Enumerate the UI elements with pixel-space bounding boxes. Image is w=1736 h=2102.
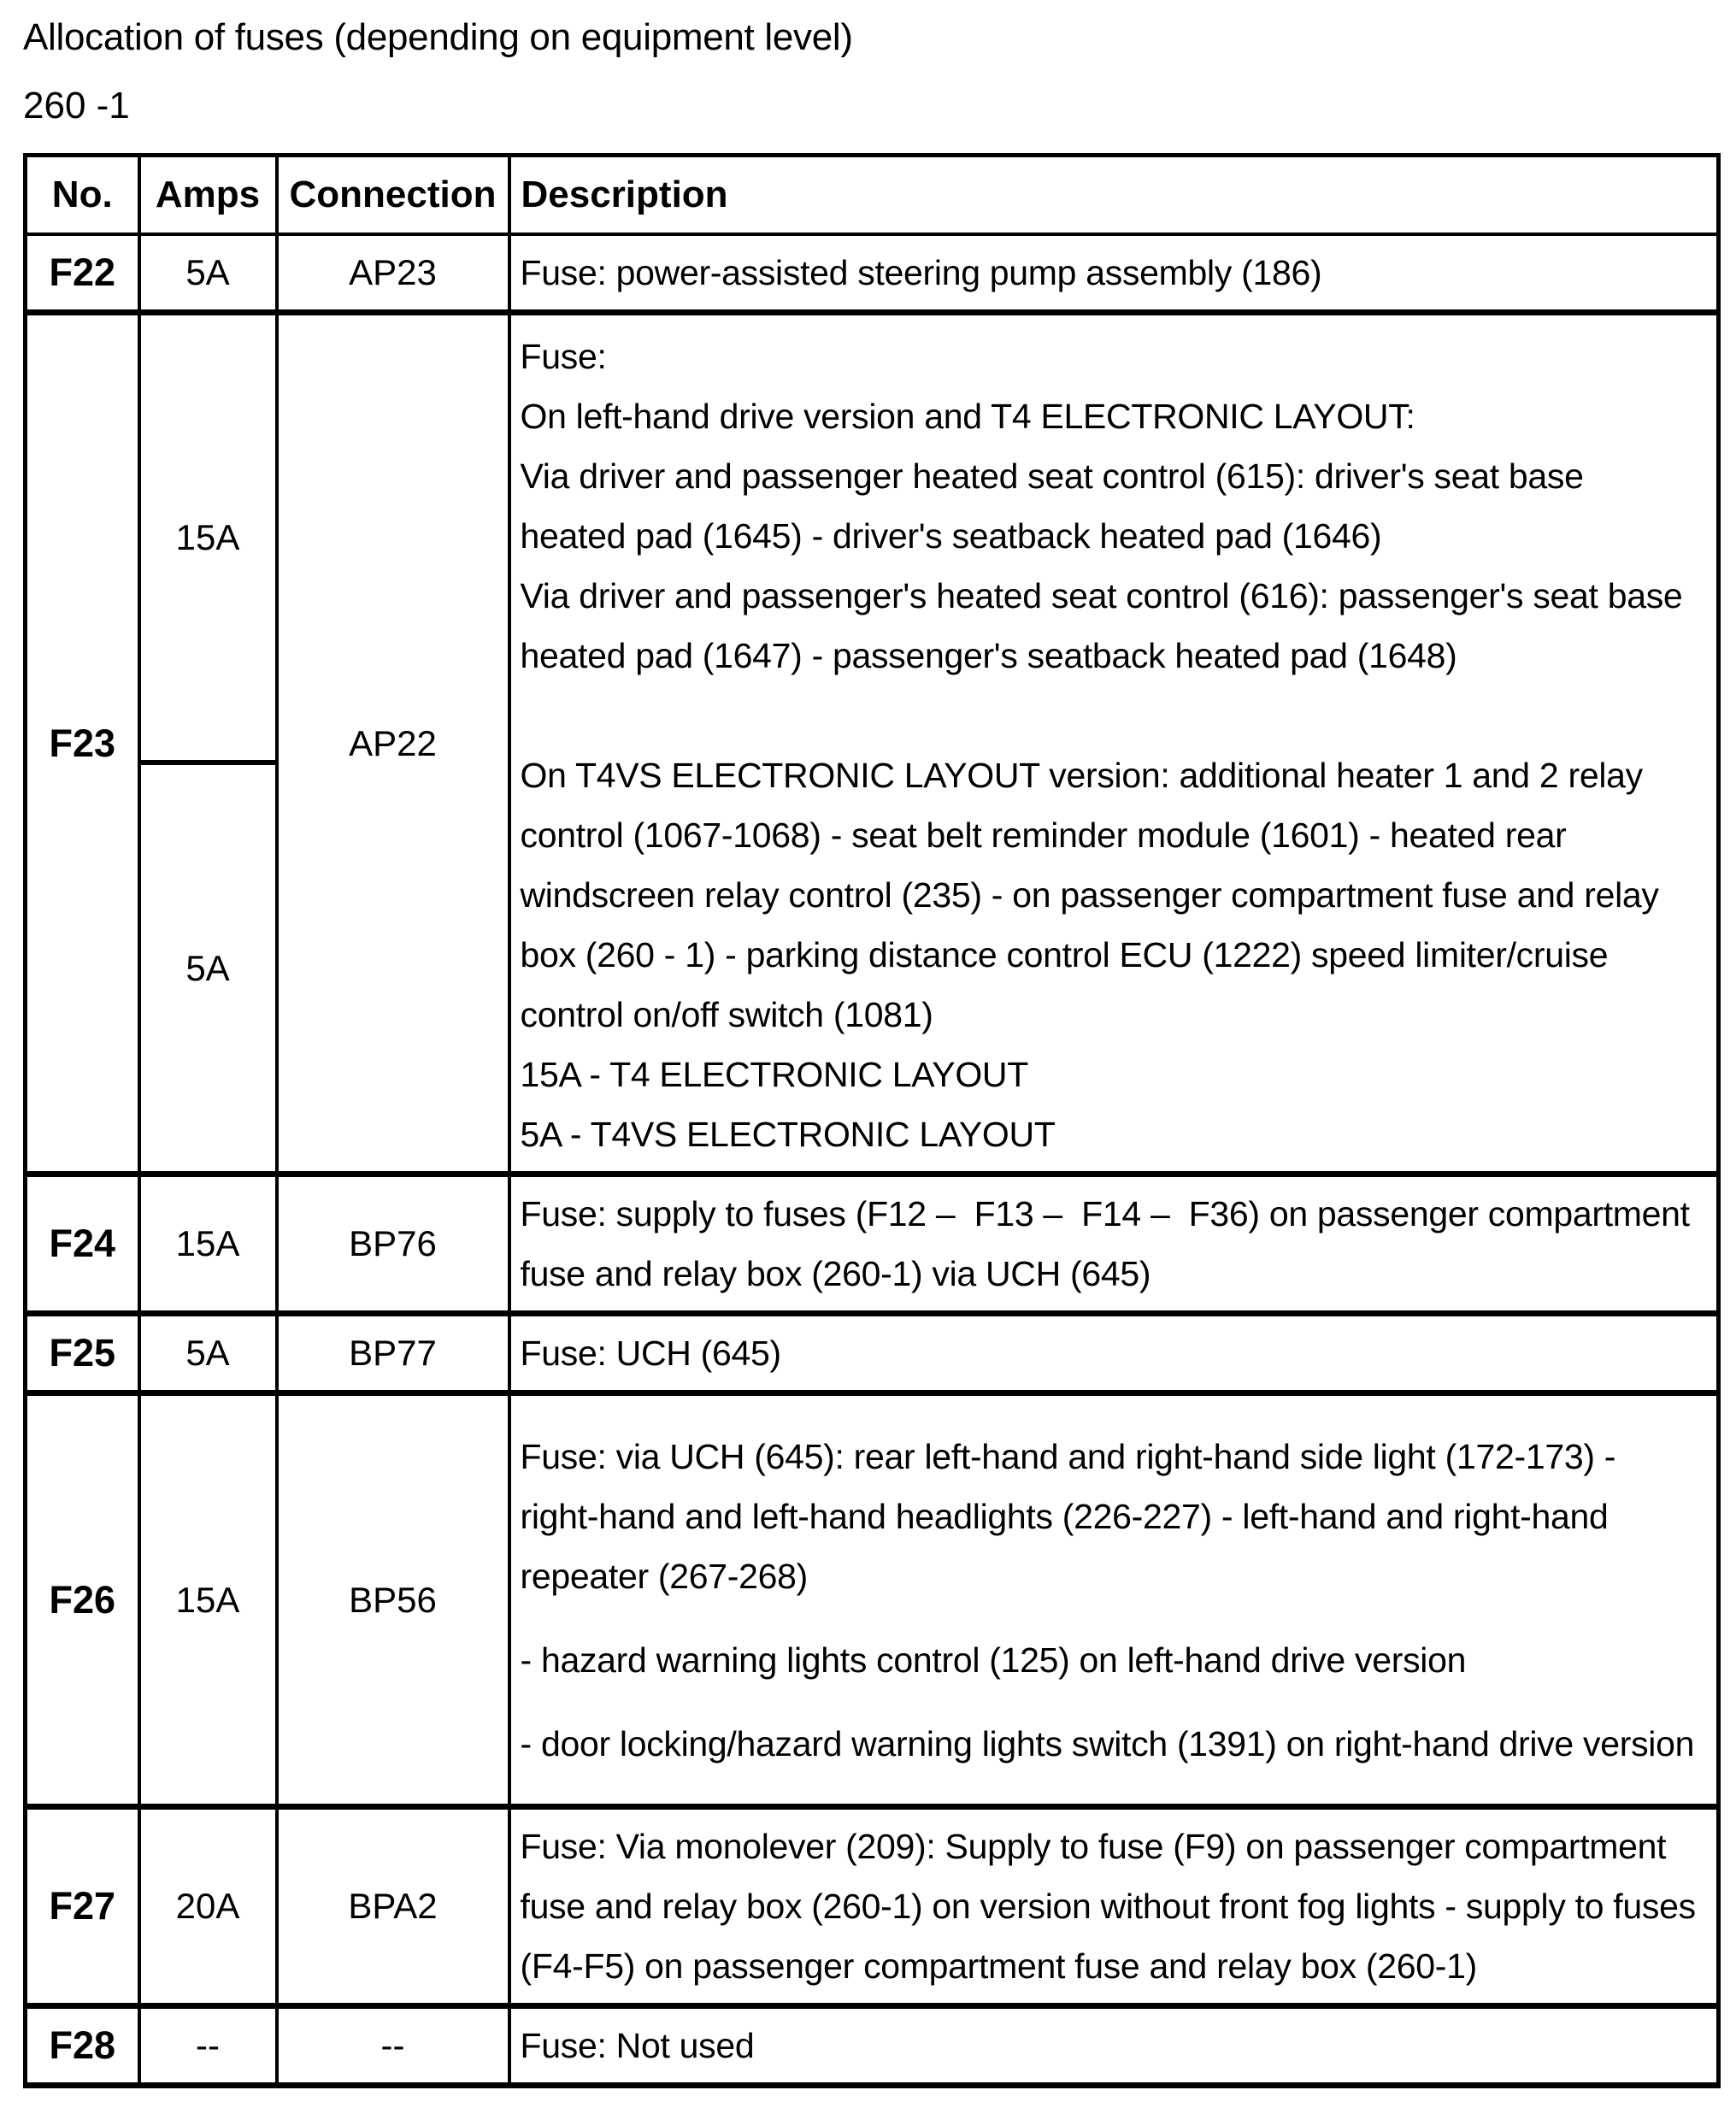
- table-row-f24: [26, 1175, 1719, 1314]
- description-paragraph: - hazard warning lights control (125) on left-hand drive version: [520, 1640, 1467, 1680]
- fuse-allocation-table: [23, 153, 1721, 2088]
- col-header-amps: Amps: [139, 156, 277, 235]
- fuse-amps: 5A: [139, 1314, 277, 1393]
- col-header-description: Description: [509, 156, 1719, 235]
- description-paragraph: Fuse: Not used: [520, 2026, 755, 2065]
- table-row-f23: [26, 313, 1719, 763]
- fuse-connection: BP56: [277, 1393, 509, 1807]
- fuse-number: F26: [26, 1393, 139, 1807]
- fuse-description: [509, 1393, 1719, 1807]
- fuse-amps: 20A: [139, 1807, 277, 2006]
- description-paragraph: On T4VS ELECTRONIC LAYOUT version: additional heater 1 and 2 relay control (1067-1068) - seat belt reminder module (1601) - heated rear windscreen relay control (235) - on passenger compartment fuse and relay box (260 - 1) - parking distance control ECU (1222) speed limiter/cruise control on/off switch (1081): [520, 756, 1668, 1034]
- description-paragraph: Fuse:: [520, 337, 607, 376]
- description-paragraph: - door locking/hazard warning lights switch (1391) on right-hand drive version: [520, 1723, 1695, 1763]
- fuse-amps: 15A: [139, 1175, 277, 1314]
- fuse-connection: AP22: [277, 313, 509, 1175]
- description-paragraph: On left-hand drive version and T4 ELECTRONIC LAYOUT:: [520, 397, 1415, 436]
- description-paragraph: Fuse: power-assisted steering pump assembly (186): [520, 253, 1322, 292]
- fuse-amps-top: 15A: [139, 313, 277, 763]
- fuse-number: F24: [26, 1175, 139, 1314]
- fuse-description: [509, 1175, 1719, 1314]
- fuse-description: [509, 2006, 1719, 2086]
- description-paragraph: Via driver and passenger's heated seat control (616): passenger's seat base heated pad (1647) - passenger's seatback heated pad (1648): [520, 576, 1692, 675]
- table-header-row: [26, 156, 1719, 235]
- fuse-description: [509, 234, 1719, 313]
- fuse-description: [509, 1807, 1719, 2006]
- col-header-connection: Connection: [277, 156, 509, 235]
- table-row-f26: [26, 1393, 1719, 1807]
- fuse-amps: --: [139, 2006, 277, 2086]
- description-paragraph: Fuse: UCH (645): [520, 1334, 781, 1373]
- description-paragraph: Fuse: via UCH (645): rear left-hand and right-hand side light (172-173) - right-hand and left-hand headlights (226-227) - left-hand and right-hand repeater (267-268): [520, 1436, 1626, 1596]
- fuse-amps: 15A: [139, 1393, 277, 1807]
- description-paragraph: 15A - T4 ELECTRONIC LAYOUT: [520, 1055, 1028, 1094]
- table-row-f28: [26, 2006, 1719, 2086]
- fuse-connection: BP77: [277, 1314, 509, 1393]
- fuse-amps-bottom: 5A: [139, 762, 277, 1174]
- fuse-connection: --: [277, 2006, 509, 2086]
- page-subtitle: 260 -1: [23, 85, 130, 127]
- fuse-connection: BP76: [277, 1175, 509, 1314]
- fuse-connection: AP23: [277, 234, 509, 313]
- description-paragraph: Via driver and passenger heated seat control (615): driver's seat base heated pad (1645) - driver's seatback heated pad (1646): [520, 456, 1593, 556]
- description-paragraph: 5A - T4VS ELECTRONIC LAYOUT: [520, 1115, 1056, 1154]
- fuse-number: F27: [26, 1807, 139, 2006]
- fuse-amps: 5A: [139, 234, 277, 313]
- description-paragraph: Fuse: Via monolever (209): Supply to fuse (F9) on passenger compartment fuse and relay box (260-1) on version without front fog lights - supply to fuses (F4-F5) on passenger compartment fuse and relay box (260-1): [520, 1827, 1705, 1986]
- page-title: Allocation of fuses (depending on equipment level): [23, 16, 853, 58]
- col-header-no: No.: [26, 156, 139, 235]
- table-row-f22: [26, 234, 1719, 313]
- fuse-number: F25: [26, 1314, 139, 1393]
- fuse-number: F23: [26, 313, 139, 1175]
- fuse-connection: BPA2: [277, 1807, 509, 2006]
- description-paragraph: Fuse: supply to fuses (F12 – F13 – F14 – F36) on passenger compartment fuse and relay box (260-1) via UCH (645): [520, 1194, 1699, 1293]
- table-row-f27: [26, 1807, 1719, 2006]
- fuse-number: F28: [26, 2006, 139, 2086]
- table-row-f25: [26, 1314, 1719, 1393]
- fuse-number: F22: [26, 234, 139, 313]
- fuse-description: [509, 313, 1719, 1175]
- fuse-description: [509, 1314, 1719, 1393]
